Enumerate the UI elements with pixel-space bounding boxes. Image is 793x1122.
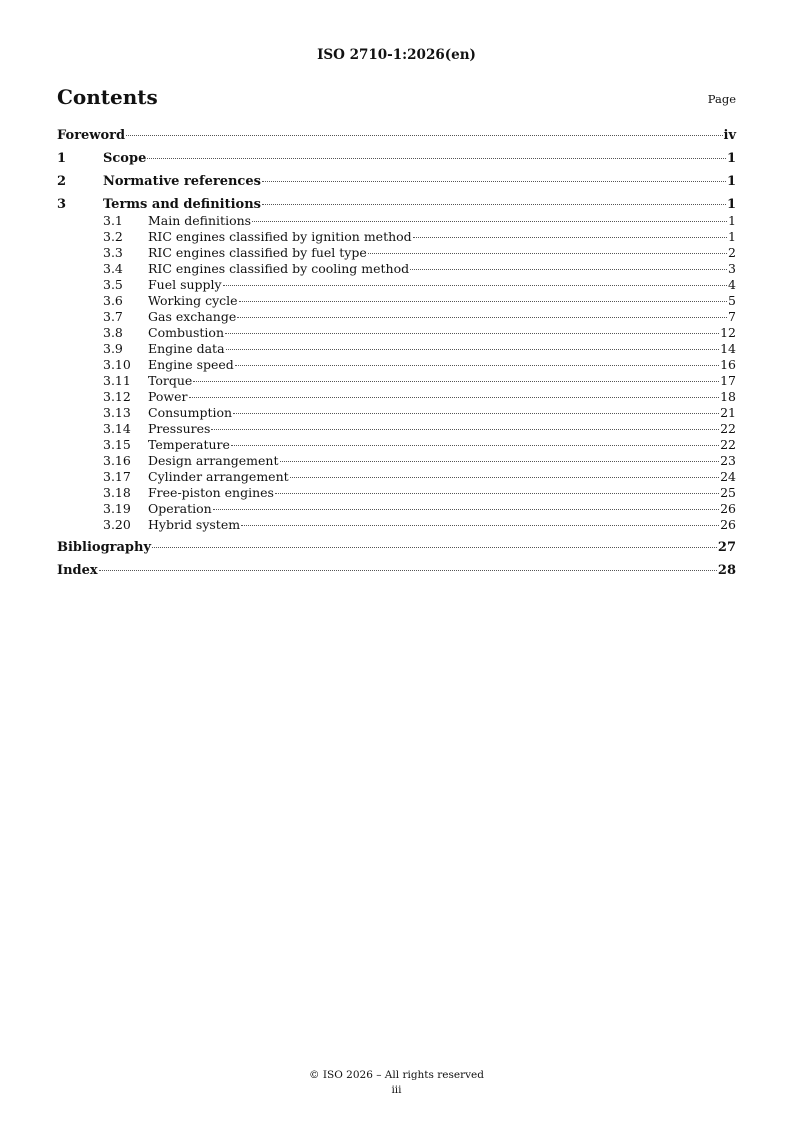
toc-entry-scope[interactable] xyxy=(57,151,736,167)
dot-leader xyxy=(213,509,719,510)
toc-entry-number: 2 xyxy=(57,174,67,189)
toc-subentry[interactable] xyxy=(57,245,736,261)
toc-subentry-page: 2 xyxy=(728,245,736,260)
dot-leader xyxy=(225,333,719,334)
dot-leader xyxy=(241,525,719,526)
toc-subentry-number: 3.11 xyxy=(103,373,131,388)
dot-leader xyxy=(233,413,719,414)
toc-entry-page: iv xyxy=(723,128,736,143)
toc-subentry-page: 16 xyxy=(720,357,736,372)
toc-subentry-page: 1 xyxy=(728,213,736,228)
toc-subentry-number: 3.1 xyxy=(103,213,123,228)
toc-subentry[interactable] xyxy=(57,453,736,469)
toc-entry-title: Normative references xyxy=(103,174,261,189)
dot-leader xyxy=(368,253,727,254)
toc-subentry-title: Free-piston engines xyxy=(148,485,274,500)
toc-subentry-title: Pressures xyxy=(148,421,211,436)
toc-subentry-title: Hybrid system xyxy=(148,517,241,532)
dot-leader xyxy=(413,237,727,238)
dot-leader xyxy=(147,158,726,159)
toc-subentry[interactable] xyxy=(57,357,736,373)
toc-entry-page: 27 xyxy=(717,540,736,555)
toc-subentry-title: Cylinder arrangement xyxy=(148,469,289,484)
toc-subentry[interactable] xyxy=(57,229,736,245)
toc-subentry-number: 3.12 xyxy=(103,389,131,404)
toc-subentry-page: 14 xyxy=(720,341,736,356)
toc-subentry-page: 4 xyxy=(728,277,736,292)
dot-leader xyxy=(262,181,726,182)
toc-subentry-title: Power xyxy=(148,389,188,404)
dot-leader xyxy=(239,301,727,302)
page-footer xyxy=(0,1068,793,1098)
toc-subentry-number: 3.10 xyxy=(103,357,131,372)
toc-entry-number: 3 xyxy=(57,197,67,212)
toc-subentry-title: Operation xyxy=(148,501,212,516)
toc-subsection-list xyxy=(57,213,736,533)
toc-subentry-number: 3.6 xyxy=(103,293,123,308)
toc-subentry-number: 3.13 xyxy=(103,405,131,420)
contents-heading: Contents xyxy=(57,85,158,109)
toc-subentry[interactable] xyxy=(57,293,736,309)
toc-subentry[interactable] xyxy=(57,517,736,533)
toc-subentry-title: Fuel supply xyxy=(148,277,222,292)
toc-subentry-page: 1 xyxy=(728,229,736,244)
toc-subentry-page: 21 xyxy=(720,405,736,420)
toc-subentry-page: 24 xyxy=(720,469,736,484)
toc-subentry-title: Engine data xyxy=(148,341,225,356)
page-number: iii xyxy=(391,1084,402,1096)
toc-subentry-page: 5 xyxy=(728,293,736,308)
toc-subentry-page: 18 xyxy=(720,389,736,404)
toc-subentry[interactable] xyxy=(57,309,736,325)
dot-leader xyxy=(189,397,720,398)
toc-subentry-number: 3.9 xyxy=(103,341,123,356)
toc-subentry-number: 3.17 xyxy=(103,469,131,484)
toc-entry-page: 1 xyxy=(726,174,736,189)
toc-subentry-title: Temperature xyxy=(148,437,230,452)
toc-subentry-title: RIC engines classified by fuel type xyxy=(148,245,367,260)
dot-leader xyxy=(126,135,722,136)
dot-leader xyxy=(252,221,727,222)
toc-subentry-page: 26 xyxy=(720,501,736,516)
dot-leader xyxy=(226,349,720,350)
dot-leader xyxy=(223,285,727,286)
toc-subentry-title: Combustion xyxy=(148,325,225,340)
table-of-contents xyxy=(57,128,736,579)
toc-subentry-number: 3.3 xyxy=(103,245,123,260)
toc-subentry[interactable] xyxy=(57,277,736,293)
toc-subentry-number: 3.7 xyxy=(103,309,123,324)
toc-subentry[interactable] xyxy=(57,405,736,421)
toc-subentry-title: Gas exchange xyxy=(148,309,237,324)
toc-entry-index[interactable] xyxy=(57,563,736,579)
toc-subentry-number: 3.2 xyxy=(103,229,123,244)
dot-leader xyxy=(231,445,719,446)
toc-subentry[interactable] xyxy=(57,341,736,357)
toc-subentry-number: 3.15 xyxy=(103,437,131,452)
toc-subentry-page: 12 xyxy=(720,325,736,340)
toc-subentry-page: 22 xyxy=(720,437,736,452)
toc-subentry-title: RIC engines classified by ignition method xyxy=(148,229,412,244)
toc-subentry-page: 25 xyxy=(720,485,736,500)
toc-subentry[interactable] xyxy=(57,261,736,277)
toc-subentry-number: 3.20 xyxy=(103,517,131,532)
toc-subentry[interactable] xyxy=(57,421,736,437)
toc-subentry-page: 26 xyxy=(720,517,736,532)
toc-subentry-title: RIC engines classified by cooling method xyxy=(148,261,410,276)
toc-subentry[interactable] xyxy=(57,325,736,341)
dot-leader xyxy=(280,461,720,462)
toc-subentry-title: Design arrangement xyxy=(148,453,279,468)
toc-subentry[interactable] xyxy=(57,373,736,389)
toc-entry-bibliography[interactable] xyxy=(57,540,736,556)
toc-subentry-number: 3.18 xyxy=(103,485,131,500)
dot-leader xyxy=(235,365,719,366)
toc-subentry-title: Engine speed xyxy=(148,357,234,372)
toc-subentry[interactable] xyxy=(57,437,736,453)
copyright-notice: © ISO 2026 – All rights reserved xyxy=(309,1069,484,1081)
toc-entry-normative-references[interactable] xyxy=(57,174,736,190)
toc-entry-title: Foreword xyxy=(57,128,126,143)
toc-subentry-title: Torque xyxy=(148,373,193,388)
toc-subentry-title: Main definitions xyxy=(148,213,252,228)
toc-subentry-number: 3.4 xyxy=(103,261,123,276)
dot-leader xyxy=(99,570,717,571)
toc-subentry-number: 3.5 xyxy=(103,277,123,292)
dot-leader xyxy=(275,493,719,494)
dot-leader xyxy=(237,317,727,318)
toc-entry-title: Scope xyxy=(103,151,147,166)
toc-entry-title: Terms and definitions xyxy=(103,197,261,212)
toc-entry-title: Bibliography xyxy=(57,540,152,555)
toc-entry-number: 1 xyxy=(57,151,67,166)
toc-subentry-number: 3.19 xyxy=(103,501,131,516)
dot-leader xyxy=(262,204,726,205)
page-column-label: Page xyxy=(707,92,736,106)
toc-subentry-page: 22 xyxy=(720,421,736,436)
dot-leader xyxy=(410,269,727,270)
toc-subentry[interactable] xyxy=(57,501,736,517)
toc-subentry-title: Working cycle xyxy=(148,293,238,308)
toc-entry-foreword[interactable] xyxy=(57,128,736,144)
document-id-header: ISO 2710-1:2026(en) xyxy=(317,47,476,63)
toc-entry-page: 28 xyxy=(717,563,736,578)
toc-subentry[interactable] xyxy=(57,389,736,405)
toc-subentry[interactable] xyxy=(57,469,736,485)
toc-entry-page: 1 xyxy=(726,197,736,212)
toc-subentry-page: 3 xyxy=(728,261,736,276)
toc-subentry-page: 17 xyxy=(720,373,736,388)
dot-leader xyxy=(152,547,717,548)
toc-entry-page: 1 xyxy=(726,151,736,166)
toc-subentry[interactable] xyxy=(57,213,736,229)
toc-subentry[interactable] xyxy=(57,485,736,501)
toc-subentry-page: 23 xyxy=(720,453,736,468)
toc-subentry-number: 3.16 xyxy=(103,453,131,468)
toc-subentry-page: 7 xyxy=(728,309,736,324)
dot-leader xyxy=(193,381,719,382)
toc-entry-title: Index xyxy=(57,563,98,578)
dot-leader xyxy=(211,429,719,430)
toc-subentry-number: 3.8 xyxy=(103,325,123,340)
toc-entry-terms-and-definitions[interactable] xyxy=(57,197,736,213)
dot-leader xyxy=(290,477,719,478)
toc-subentry-title: Consumption xyxy=(148,405,233,420)
toc-subentry-number: 3.14 xyxy=(103,421,131,436)
